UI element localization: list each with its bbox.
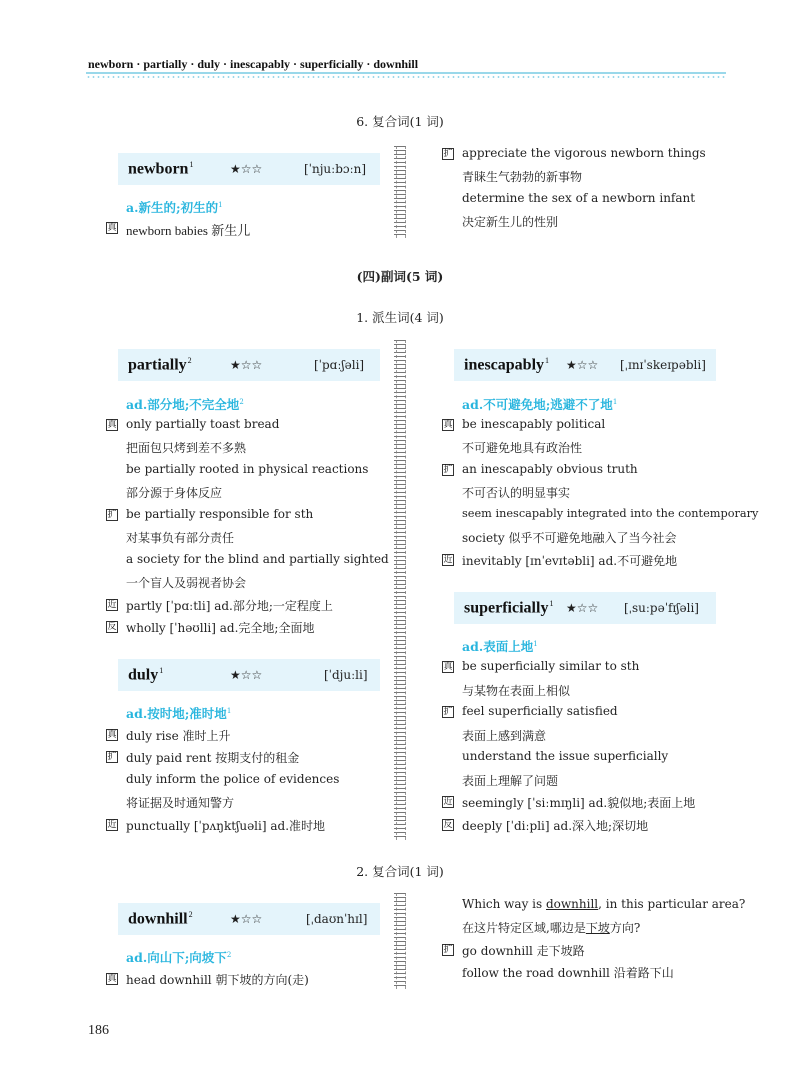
tag-real-icon: 真 — [107, 730, 117, 740]
phonetic: [ˈdjuːli] — [324, 668, 368, 682]
frequency-stars: ★☆☆ — [230, 912, 263, 926]
extend-line: a society for the blind and partially sighted — [126, 552, 389, 566]
example-line: head downhill 朝下坡的方向(走) — [126, 973, 309, 987]
phonetic: [ˈnjuːbɔːn] — [304, 162, 367, 176]
section-title-compound-1: 6. 复合词(1 词) — [356, 114, 444, 129]
column-divider — [394, 340, 406, 840]
entry-card-downhill — [118, 903, 380, 935]
synonym-line: punctually [ˈpʌŋktʃuəli] ad.准时地 — [126, 819, 326, 833]
definition-superficially: ad.表面上地$^1$ — [462, 639, 538, 654]
frequency-stars: ★☆☆ — [566, 358, 599, 372]
phonetic: [ˌɪnɪˈskeɪpəbli] — [620, 358, 706, 372]
entry-word: newborn$^1$ — [128, 159, 194, 178]
extend-line: appreciate the vigorous newborn things — [462, 146, 706, 160]
tag-antonym-icon: 反 — [443, 820, 453, 830]
example-line: 与某物在表面上相似 — [462, 684, 571, 698]
phonetic: [ˌdaʊnˈhɪl] — [306, 912, 368, 926]
entry-card-duly — [118, 659, 380, 691]
extend-line: 表面上理解了问题 — [462, 774, 559, 788]
page-number: 186 — [88, 1023, 109, 1038]
tag-real-icon: 真 — [443, 662, 453, 672]
synonym-line: inevitably [ɪnˈevɪtəbli] ad.不可避免地 — [462, 554, 678, 568]
tag-synonym-icon: 近 — [443, 797, 453, 807]
extend-line: 表面上感到满意 — [462, 729, 547, 743]
tag-extend-icon: 扩 — [443, 707, 453, 717]
entry-card-inescapably — [454, 349, 716, 381]
extend-line: society 似乎不可避免地融入了当今社会 — [462, 531, 677, 545]
extend-line: 一个盲人及弱视者协会 — [126, 576, 247, 590]
entry-word: inescapably$^1$ — [464, 355, 550, 374]
tag-extend-icon: 扩 — [443, 945, 453, 955]
extend-line: duly inform the police of evidences — [126, 772, 340, 786]
extend-line: 不可否认的明显事实 — [462, 486, 571, 500]
tag-extend-icon: 扩 — [107, 510, 117, 520]
entry-word: superficially$^1$ — [464, 598, 554, 617]
frequency-stars: ★☆☆ — [230, 358, 263, 372]
example-line: newborn babies 新生儿 — [126, 223, 251, 238]
tag-synonym-icon: 近 — [107, 600, 117, 610]
phonetic: [ˌsuːpəˈfɪʃəli] — [624, 601, 699, 615]
extend-line: an inescapably obvious truth — [462, 462, 638, 476]
tag-antonym-icon: 反 — [107, 622, 117, 632]
example-line: 把面包只烤到差不多熟 — [126, 441, 247, 455]
example-line: be superficially similar to sth — [462, 659, 640, 673]
tag-extend-icon: 扩 — [443, 149, 453, 159]
section-title-derived: 1. 派生词(4 词) — [356, 310, 444, 325]
running-header: newborn · partially · duly · inescapably · superficially · downhill — [88, 57, 419, 71]
frequency-stars: ★☆☆ — [566, 601, 599, 615]
synonym-line: seemingly [ˈsiːmɪŋli] ad.貌似地;表面上地 — [462, 796, 696, 810]
extend-line: 对某事负有部分责任 — [126, 531, 235, 545]
definition-inescapably: ad.不可避免地;逃避不了地$^1$ — [462, 397, 618, 412]
header-dotted-rule — [86, 76, 726, 78]
tag-extend-icon: 扩 — [443, 465, 453, 475]
entry-word: partially$^2$ — [128, 355, 192, 374]
entry-word: duly$^1$ — [128, 665, 164, 684]
extend-line: understand the issue superficially — [462, 749, 669, 763]
example-line: be inescapably political — [462, 417, 606, 431]
extend-line: feel superficially satisfied — [462, 704, 618, 718]
example-line: 不可避免地具有政治性 — [462, 441, 583, 455]
section-title-adverbs: (四)副词(5 词) — [356, 269, 444, 284]
definition-newborn: a.新生的;初生的$^1$ — [126, 200, 223, 215]
tag-synonym-icon: 近 — [443, 555, 453, 565]
definition-duly: ad.按时地;准时地$^1$ — [126, 706, 232, 721]
extend-line: follow the road downhill 沿着路下山 — [462, 966, 674, 980]
column-divider — [394, 146, 406, 238]
extend-line: determine the sex of a newborn infant — [462, 191, 696, 205]
entry-card-newborn — [118, 153, 380, 185]
extend-line: 青睐生气勃勃的新事物 — [462, 170, 583, 184]
antonym-line: deeply [ˈdiːpli] ad.深入地;深切地 — [462, 819, 649, 833]
tag-real-icon: 真 — [107, 420, 117, 430]
extend-line: 将证据及时通知警方 — [126, 796, 235, 810]
example-line: only partially toast bread — [126, 417, 280, 431]
tag-synonym-icon: 近 — [107, 820, 117, 830]
tag-real-icon: 真 — [443, 420, 453, 430]
header-rule — [86, 72, 726, 74]
entry-word: downhill$^2$ — [128, 909, 193, 928]
extend-line: be partially responsible for sth — [126, 507, 314, 521]
entry-card-superficially — [454, 592, 716, 624]
frequency-stars: ★☆☆ — [230, 162, 263, 176]
tag-extend-icon: 扩 — [107, 752, 117, 762]
definition-downhill: ad.向山下;向坡下$^2$ — [126, 950, 232, 965]
antonym-line: wholly [ˈhəʊlli] ad.完全地;全面地 — [126, 621, 315, 635]
question-en: Which way is downhill, in this particular area? — [462, 897, 746, 911]
entry-card-partially — [118, 349, 380, 381]
tag-real-icon: 真 — [107, 223, 117, 233]
question-zh: 在这片特定区域,哪边是下坡方向? — [462, 921, 641, 935]
synonym-line: partly [ˈpɑːtli] ad.部分地;一定程度上 — [126, 599, 333, 613]
extend-line: duly paid rent 按期支付的租金 — [126, 751, 300, 765]
phonetic: [ˈpɑːʃəli] — [314, 358, 365, 372]
example-line: be partially rooted in physical reactions — [126, 462, 369, 476]
example-line: duly rise 准时上升 — [126, 729, 231, 743]
frequency-stars: ★☆☆ — [230, 668, 263, 682]
section-title-compound-2: 2. 复合词(1 词) — [356, 864, 444, 879]
example-line: 部分源于身体反应 — [126, 486, 223, 500]
definition-partially: ad.部分地;不完全地$^2$ — [126, 397, 244, 412]
extend-line: go downhill 走下坡路 — [462, 944, 585, 958]
extend-line: seem inescapably integrated into the contemporary — [462, 507, 759, 520]
extend-line: 决定新生儿的性别 — [462, 215, 559, 229]
tag-real-icon: 真 — [107, 974, 117, 984]
column-divider — [394, 893, 406, 989]
